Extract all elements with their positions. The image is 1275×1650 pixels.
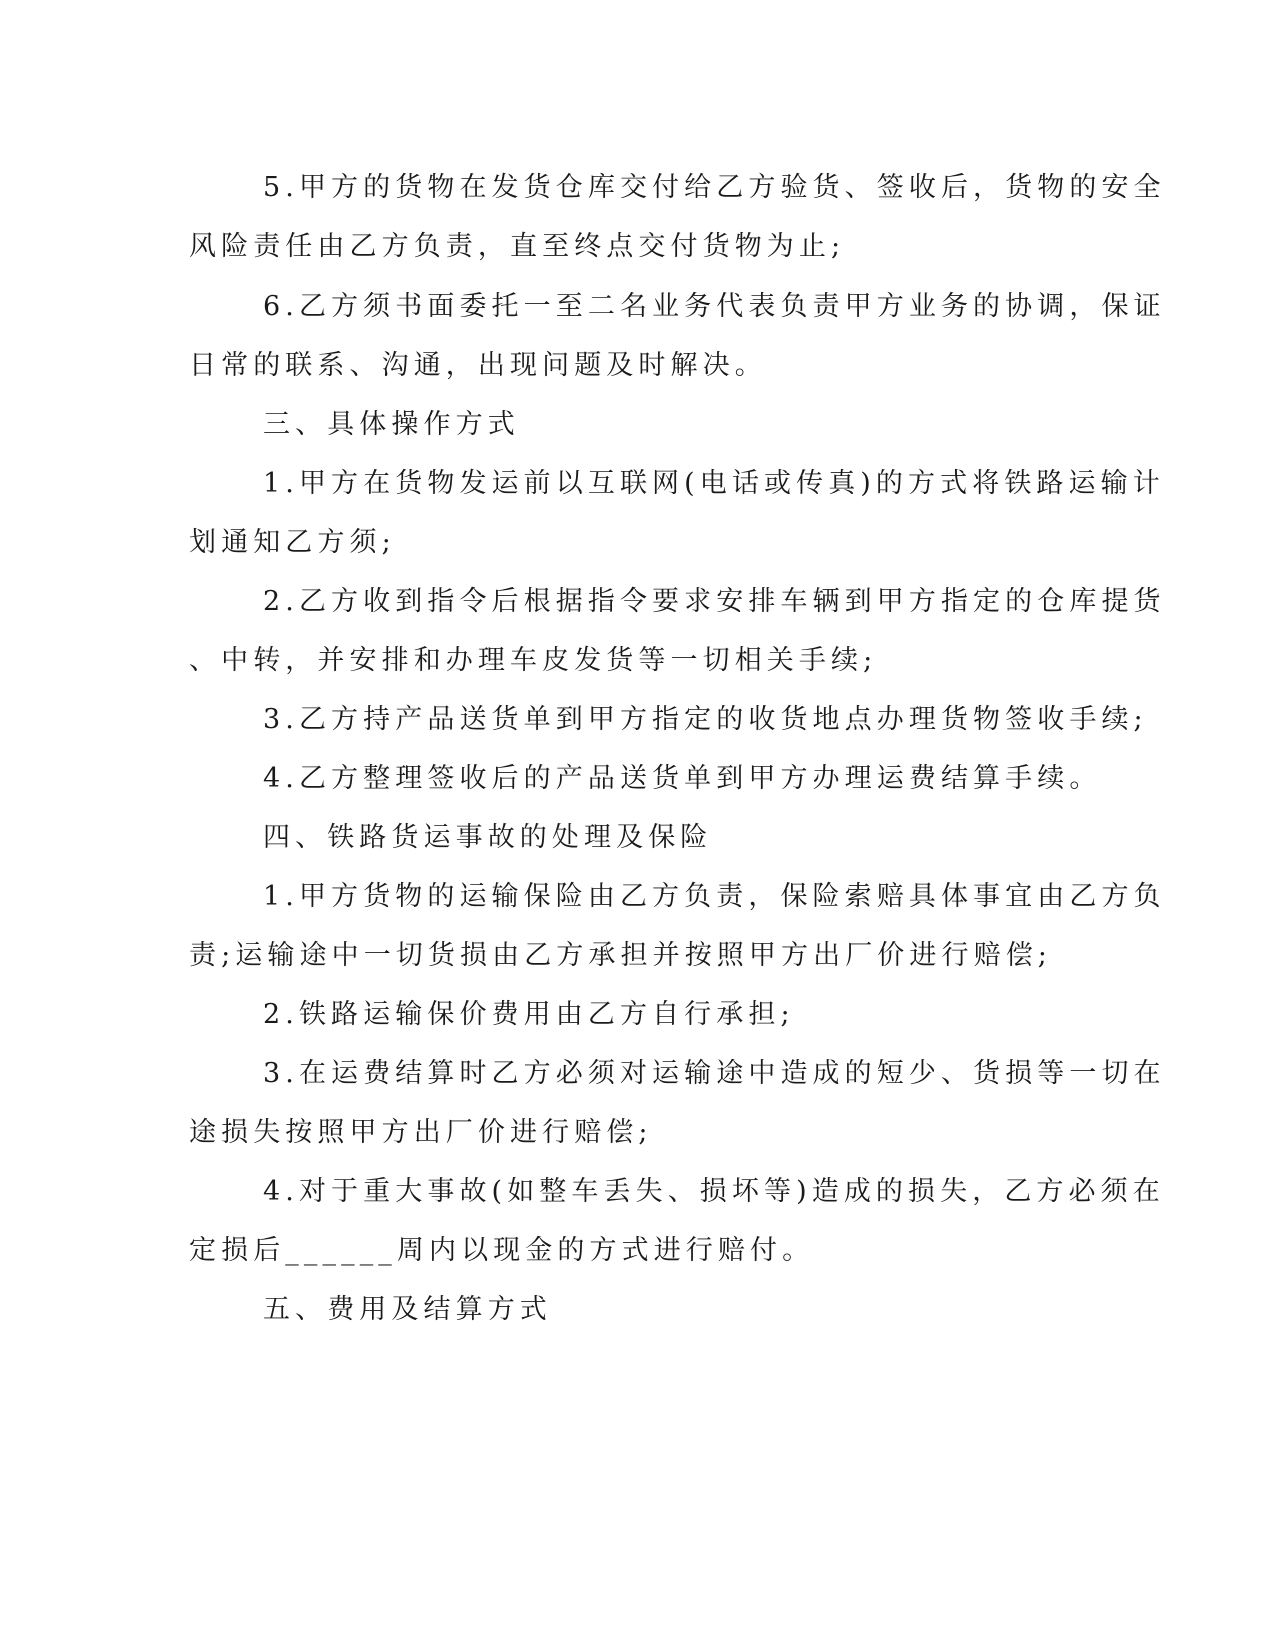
section-heading-3: 三、具体操作方式 (263, 409, 520, 440)
section-4-item-4-line-2: 定损后______周内以现金的方式进行赔付。 (189, 1235, 815, 1266)
section-heading-4: 四、铁路货运事故的处理及保险 (263, 822, 713, 853)
section-3-item-2-line-1: 2.乙方收到指令后根据指令要求安排车辆到甲方指定的仓库提货 (263, 586, 1166, 617)
section-3-item-4: 4.乙方整理签收后的产品送货单到甲方办理运费结算手续。 (263, 763, 1102, 794)
section-4-item-3-line-2: 途损失按照甲方出厂价进行赔偿; (189, 1117, 653, 1148)
section-3-item-1-line-1: 1.甲方在货物发运前以互联网(电话或传真)的方式将铁路运输计 (263, 468, 1165, 499)
section-4-item-1-line-2: 责;运输途中一切货损由乙方承担并按照甲方出厂价进行赔偿; (189, 940, 1052, 971)
section-4-item-4-line-1: 4.对于重大事故(如整车丢失、损坏等)造成的损失，乙方必须在 (263, 1176, 1165, 1207)
paragraph-5-line-2: 风险责任由乙方负责，直至终点交付货物为止; (189, 231, 846, 262)
paragraph-6-line-1: 6.乙方须书面委托一至二名业务代表负责甲方业务的协调，保证 (263, 291, 1166, 322)
section-4-item-3-line-1: 3.在运费结算时乙方必须对运输途中造成的短少、货损等一切在 (263, 1058, 1166, 1089)
section-4-item-1-line-1: 1.甲方货物的运输保险由乙方负责，保险索赔具体事宜由乙方负 (263, 881, 1166, 912)
section-3-item-1-line-2: 划通知乙方须; (189, 527, 396, 558)
section-3-item-3: 3.乙方持产品送货单到甲方指定的收货地点办理货物签收手续; (263, 704, 1148, 735)
section-3-item-2-line-2: 、中转，并安排和办理车皮发货等一切相关手续; (189, 645, 878, 676)
section-4-item-2: 2.铁路运输保价费用由乙方自行承担; (263, 999, 795, 1030)
paragraph-5-line-1: 5.甲方的货物在发货仓库交付给乙方验货、签收后，货物的安全 (263, 172, 1166, 203)
paragraph-6-line-2: 日常的联系、沟通，出现问题及时解决。 (189, 350, 767, 381)
section-heading-5: 五、费用及结算方式 (263, 1294, 552, 1325)
